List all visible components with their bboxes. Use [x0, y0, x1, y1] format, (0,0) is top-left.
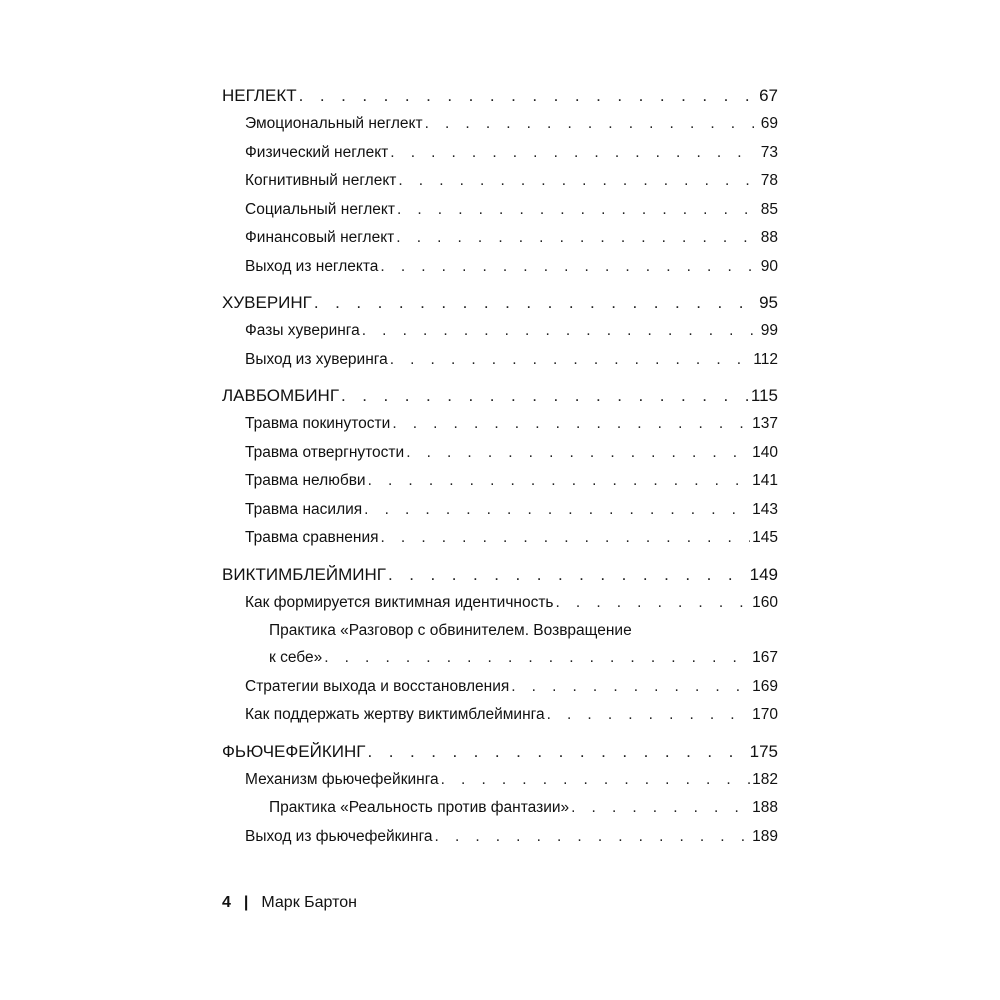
toc-page-number: 67 [759, 86, 778, 105]
toc-title: Когнитивный неглект [245, 172, 397, 189]
dot-leader [364, 496, 750, 525]
toc-title: Травма отвергнутости [245, 443, 405, 461]
toc-page-number: 88 [760, 229, 778, 246]
dot-leader [390, 346, 752, 375]
dot-leader [341, 382, 749, 410]
toc-title: Эмоциональный неглект [245, 115, 423, 132]
toc-page-number: 141 [752, 472, 778, 489]
dot-leader [398, 167, 758, 196]
toc-page-number: 149 [749, 564, 778, 584]
toc-title: Социальный неглект [245, 200, 395, 218]
dot-leader [324, 644, 750, 673]
footer-separator: | [243, 894, 249, 911]
toc-chapter[interactable] [222, 289, 778, 317]
toc-section[interactable] [222, 496, 778, 525]
toc-section[interactable] [222, 346, 778, 375]
toc-page-number: 115 [750, 386, 778, 405]
table-of-contents [222, 82, 778, 851]
toc-section[interactable] [222, 410, 778, 439]
toc-section[interactable] [222, 167, 778, 196]
toc-title: Травма сравнения [245, 529, 379, 546]
toc-chapter[interactable] [222, 382, 778, 410]
toc-title: ВИКТИМБЛЕЙМИНГ [222, 564, 386, 584]
toc-page-number: 182 [752, 770, 778, 788]
toc-section[interactable] [222, 524, 778, 553]
dot-leader [314, 289, 757, 317]
toc-chapter[interactable] [222, 82, 778, 110]
toc-page-number: 189 [752, 827, 778, 845]
toc-page-number: 78 [760, 172, 778, 189]
toc-section[interactable] [222, 823, 778, 852]
toc-page-number: 145 [752, 529, 778, 546]
toc-section[interactable] [222, 467, 778, 496]
author-name: Марк Бартон [261, 894, 357, 911]
toc-page-number: 95 [759, 293, 778, 312]
toc-title: ХУВЕРИНГ [222, 293, 312, 312]
dot-leader [511, 673, 750, 702]
toc-page-number: 188 [752, 799, 778, 816]
toc-title: НЕГЛЕКТ [222, 86, 297, 105]
toc-section[interactable] [222, 196, 778, 225]
toc-section[interactable] [222, 439, 778, 468]
toc-title: Травма покинутости [245, 415, 391, 432]
page-number: 4 [222, 894, 231, 911]
toc-title: ЛАВБОМБИНГ [222, 386, 340, 405]
toc-page-number: 112 [753, 350, 778, 368]
dot-leader [425, 110, 759, 139]
toc-page-number: 90 [760, 257, 778, 275]
dot-leader [397, 196, 759, 225]
dot-leader [362, 317, 759, 346]
toc-title-line1: Практика «Разговор с обвинителем. Возвращение [269, 622, 632, 639]
toc-page-number: 169 [752, 677, 778, 695]
page-footer [222, 890, 357, 916]
toc-section[interactable] [222, 224, 778, 253]
dot-leader [380, 253, 758, 282]
toc-title: ФЬЮЧЕФЕЙКИНГ [222, 741, 366, 761]
toc-page-number: 160 [752, 593, 778, 611]
toc-title: Финансовый неглект [245, 229, 395, 246]
toc-practice[interactable] [222, 794, 778, 823]
dot-leader [547, 701, 751, 730]
toc-practice[interactable] [222, 617, 778, 673]
dot-leader [396, 224, 758, 253]
toc-page-number: 170 [752, 706, 778, 723]
dot-leader [381, 524, 751, 553]
dot-leader [299, 82, 757, 110]
toc-section[interactable] [222, 139, 778, 168]
toc-section[interactable] [222, 589, 778, 618]
toc-title-line2: к себе» [269, 649, 323, 666]
toc-section[interactable] [222, 253, 778, 282]
dot-leader [390, 139, 758, 168]
dot-leader [441, 766, 751, 795]
toc-title: Фазы хуверинга [245, 322, 360, 339]
dot-leader [367, 738, 747, 766]
dot-leader [406, 439, 750, 468]
toc-section[interactable] [222, 673, 778, 702]
toc-page-number: 137 [752, 415, 778, 432]
toc-title: Стратегии выхода и восстановления [245, 677, 510, 695]
toc-title: Травма насилия [245, 500, 363, 518]
toc-page-number: 167 [752, 649, 778, 666]
toc-page-number: 175 [749, 741, 778, 761]
toc-title: Практика «Реальность против фантазии» [269, 799, 570, 816]
toc-title: Выход из фьючефейкинга [245, 827, 433, 845]
dot-leader [368, 467, 751, 496]
toc-section[interactable] [222, 317, 778, 346]
toc-chapter[interactable] [222, 738, 778, 766]
toc-title: Как формируется виктимная идентичность [245, 593, 554, 611]
dot-leader [392, 410, 750, 439]
toc-page-number: 69 [760, 115, 778, 132]
toc-title: Физический неглект [245, 143, 389, 161]
toc-page-number: 140 [752, 443, 778, 461]
toc-title: Выход из неглекта [245, 257, 379, 275]
toc-chapter[interactable] [222, 561, 778, 589]
toc-page-number: 99 [760, 322, 778, 339]
dot-leader [435, 823, 751, 852]
toc-page-number: 73 [760, 143, 778, 161]
toc-page-number: 85 [760, 200, 778, 218]
toc-title: Травма нелюбви [245, 472, 366, 489]
toc-title: Механизм фьючефейкинга [245, 770, 439, 788]
toc-section[interactable] [222, 110, 778, 139]
toc-title: Как поддержать жертву виктимблейминга [245, 706, 545, 723]
dot-leader [556, 589, 751, 618]
toc-section[interactable] [222, 701, 778, 730]
dot-leader [388, 561, 748, 589]
toc-page-number: 143 [752, 500, 778, 518]
toc-section[interactable] [222, 766, 778, 795]
toc-title: Выход из хуверинга [245, 350, 388, 368]
dot-leader [571, 794, 750, 823]
